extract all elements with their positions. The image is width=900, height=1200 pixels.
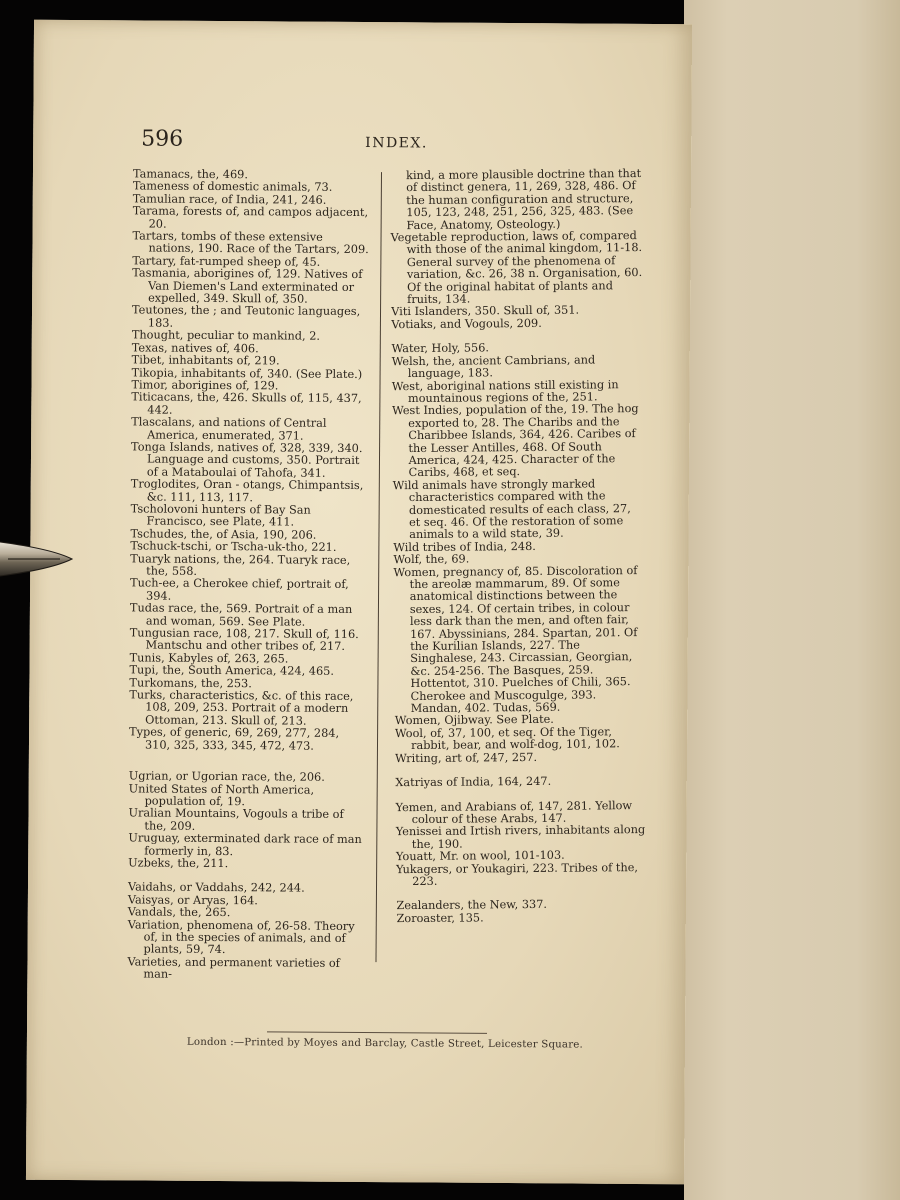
index-entry: Water, Holy, 556. [391,341,490,356]
index-entry: Troglodites, Oran - otangs, Chimpantsis, &c. 111, 113, 117. [130,477,364,504]
index-entry: Uruguay, exterminated dark race of man formerly in, 83. [128,831,362,858]
index-entry: Tonga Islands, natives of, 328, 339, 340. Language and customs, 350. Portrait of a Mataboulai of Tahofa, 341. [131,440,363,480]
index-entry: Turks, characteristics, &c. of this race, 108, 209, 253. Portrait of a modern Ottoman, 213. Skull of, 213. [129,688,354,728]
index-entry: Women, Ojibway. See Plate. [394,713,554,728]
index-entry: Wild tribes of India, 248. [393,539,536,554]
index-entry: Turkomans, the, 253. [129,676,252,690]
index-entry: Tameness of domestic animals, 73. [132,179,333,195]
index-entry: Variation, phenomena of, 26-58. Theory of, in the species of animals, and of plants, 59, 74. [127,917,355,957]
index-entry: Tarama, forests of, and campos adjacent, 20. [132,204,369,231]
index-entry: Vaisyas, or Aryas, 164. [127,893,258,908]
index-entry: Tartary, fat-rumped sheep of, 45. [132,254,321,269]
index-entry: Women, pregnancy of, 85. Discoloration of the areolæ mammarum, 89. Of some anatomical distinctions between the sexes, 124. Of certain tribes, in colour less dark than the men, and often fair, 167. Abyssinians, 284. Spartan, 201. Of the Kurilian Islands, 227. The Singhalese, 243. Circassian, Georgian, &c. 254-256. The Basques, 259. Hottentot, 310. Puelches of Chili, 365. Cherokee and Muscogulge, 393. Mandan, 402. Tudas, 569. [393,563,638,716]
index-entry: West Indies, population of the, 19. The hog exported to, 28. The Charibs and the Charibbee Islands, 364, 426. Caribes of the Lesser Antilles, 468. Of South America, 424, 425. Character of the Caribs, 468, et seq. [392,402,639,480]
index-entry: Zealanders, the New, 337. [396,898,548,913]
index-entry: Tikopia, inhabitants of, 340. (See Plate.) [131,365,363,381]
index-entry: Tlascalans, and nations of Central America, enumerated, 371. [131,415,327,443]
index-entry: Wool, of, 37, 100, et seq. Of the Tiger, rabbit, bear, and wolf-dog, 101, 102. [394,725,620,753]
index-entry: Tuaryk nations, the, 264. Tuaryk race, the, 558. [130,551,351,578]
index-entry: Timor, aborigines of, 129. [131,378,279,393]
index-entry: Teutones, the ; and Teutonic languages, 183. [131,303,361,330]
index-entry: Tamanacs, the, 469. [132,167,249,182]
footer-rule [267,1031,487,1034]
index-entry: Viti Islanders, 350. Skull of, 351. [391,304,580,319]
index-entry: Types, of generic, 69, 269, 277, 284, 310, 325, 333, 345, 472, 473. [129,725,340,753]
index-entry: Yemen, and Arabians of, 147, 281. Yellow colour of these Arabs, 147. [395,798,633,826]
index-column-right [390,168,649,925]
index-entry: United States of North America, population of, 19. [128,781,315,809]
index-entry: Vandals, the, 265. [127,905,231,920]
index-entry: Votiaks, and Vogouls, 209. [391,316,542,332]
index-entry: Tscholovoni hunters of Bay San Francisco, see Plate, 411. [130,502,311,529]
index-entry: Zoroaster, 135. [396,911,484,925]
pen-tip-icon [0,536,74,582]
index-entry: Tungusian race, 108, 217. Skull of, 116. Mantschu and other tribes of, 217. [129,626,359,654]
index-entry: Vaidahs, or Vaddahs, 242, 244. [127,880,305,895]
index-entry: Youatt, Mr. on wool, 101-103. [395,848,565,864]
index-entry: Tamulian race, of India, 241, 246. [132,192,327,207]
index-entry: Yukagers, or Youkagiri, 223. Tribes of the, 223. [396,860,639,888]
index-entry: Wolf, the, 69. [393,552,470,567]
index-entry: Tuch-ee, a Cherokee chief, portrait of, 394. [130,576,349,603]
index-entry: Texas, natives of, 406. [131,341,259,355]
facing-page [684,0,900,1200]
index-entry: Tibet, inhabitants of, 219. [131,353,280,368]
index-entry: Thought, peculiar to mankind, 2. [131,328,321,344]
index-entry: Tasmania, aborigines of, 129. Natives of Van Diemen's Land exterminated or expelled, 349. Skull of, 350. [132,266,363,306]
index-entry: Tunis, Kabyles of, 263, 265. [129,651,289,666]
index-entry: Wild animals have strongly marked characteristics compared with the domesticated results of each class, 27, et seq. 46. Of the restoration of some animals to a wild state, 39. [392,477,631,542]
book-page [26,20,692,1185]
page-header: INDEX. [365,135,428,152]
index-entry: Tudas race, the, 569. Portrait of a man and woman, 569. See Plate. [129,601,353,629]
index-entry: Varieties, and permanent varieties of man- [127,955,340,981]
index-entry: Tschudes, the, of Asia, 190, 206. [130,527,317,542]
index-entry: Tupi, the, South America, 424, 465. [129,663,335,679]
index-entry: Uzbeks, the, 211. [128,856,229,871]
printer-imprint: London :—Printed by Moyes and Barclay, Castle Street, Leicester Square. [186,1036,583,1051]
page-number: 596 [141,126,184,152]
index-entry: West, aboriginal nations still existing in mountainous regions of the, 251. [391,377,619,405]
column-divider [375,172,382,962]
index-entry: Uralian Mountains, Vogouls a tribe of the, 209. [128,806,344,833]
index-entry: Yenissei and Irtish rivers, inhabitants along the, 190. [395,823,646,851]
index-entry: Ugrian, or Ugorian race, the, 206. [128,769,325,784]
index-entry: Xatriyas of India, 164, 247. [395,774,552,790]
index-entry: Writing, art of, 247, 257. [395,750,538,765]
index-entry: Titicacans, the, 426. Skulls of, 115, 437, 442. [131,390,362,417]
index-column-left [127,168,371,982]
index-entry: Welsh, the, ancient Cambrians, and language, 183. [391,353,596,381]
index-entry: Tschuck-tschi, or Tscha-uk-tho, 221. [130,539,337,555]
index-entry: Vegetable reproduction, laws of, compared with those of the animal kingdom, 11-18. General survey of the phenomena of variation, &c. 26, 38 n. Organisation, 60. Of the original habitat of plants and fruits, 134. [390,229,643,307]
index-entry: Tartars, tombs of these extensive nations, 190. Race of the Tartars, 209. [132,229,369,257]
index-entry: kind, a more plausible doctrine than that of distinct genera, 11, 269, 328, 486. Of the human configuration and structure, 105, 123, 248, 251, 256, 325, 483. (See Face, Anatomy, Osteology.) [406,167,642,232]
